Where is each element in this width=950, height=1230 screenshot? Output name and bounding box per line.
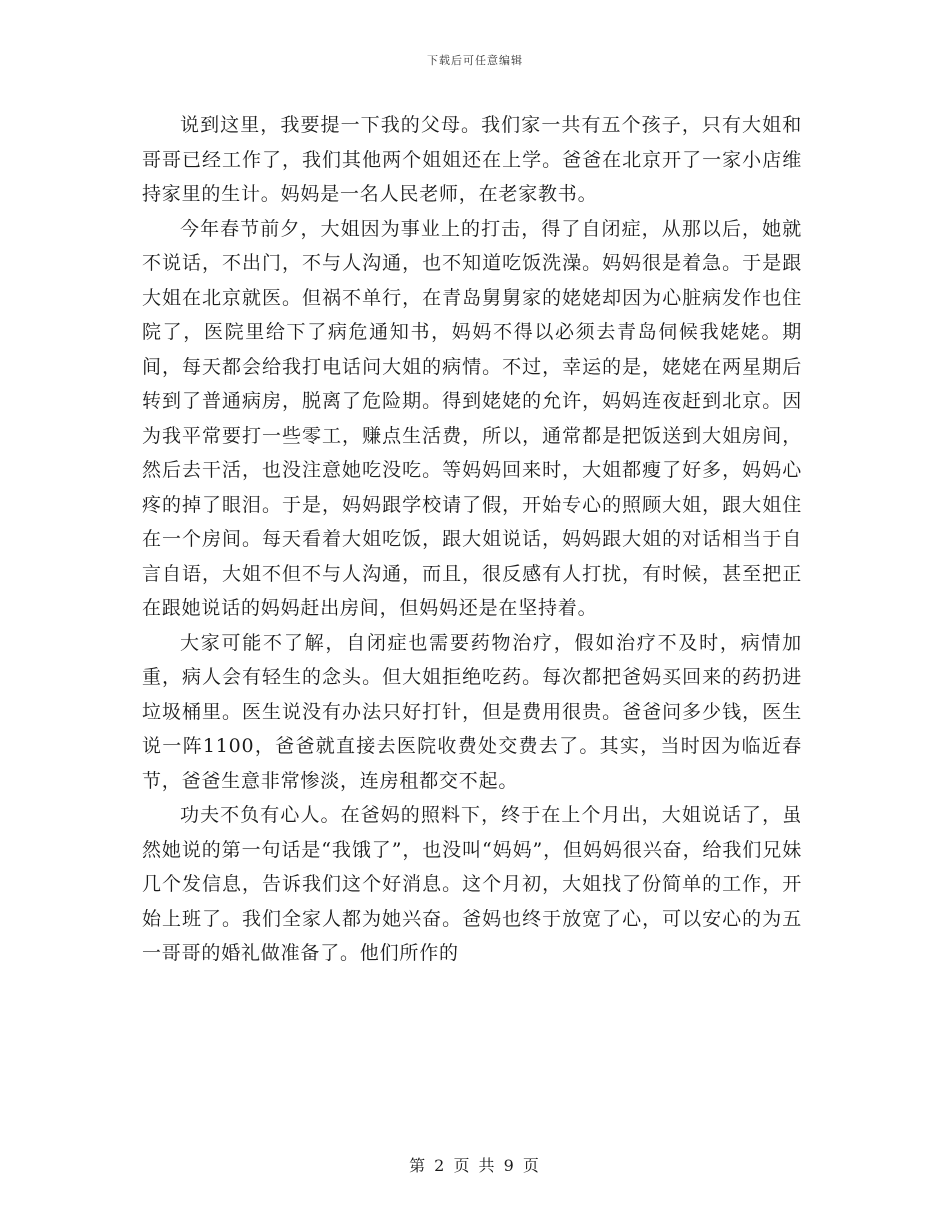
body-text: [142, 108, 802, 971]
paragraph-3: 大家可能不了解，自闭症也需要药物治疗，假如治疗不及时，病情加重，病人会有轻生的念头。但大姐拒绝吃药。每次都把爸妈买回来的药扔进垃圾桶里。医生说没有办法只好打针，但是费用很贵。爸爸问多少钱，医生说一阵1100，爸爸就直接去医院收费处交费去了。其实，当时因为临近春节，爸爸生意非常惨淡，连房租都交不起。: [142, 631, 802, 792]
page-number: 第 2 页 共 9 页: [409, 1156, 541, 1175]
paragraph-4: 功夫不负有心人。在爸妈的照料下，终于在上个月出，大姐说话了，虽然她说的第一句话是“我饿了”，也没叫“妈妈”，但妈妈很兴奋，给我们兄妹几个发信息，告诉我们这个好消息。这个月初，大姐找了份简单的工作，开始上班了。我们全家人都为她兴奋。爸妈也终于放宽了心，可以安心的为五一哥哥的婚礼做准备了。他们所作的: [142, 804, 802, 964]
paragraph-1: 说到这里，我要提一下我的父母。我们家一共有五个孩子，只有大姐和哥哥已经工作了，我们其他两个姐姐还在上学。爸爸在北京开了一家小店维持家里的生计。妈妈是一名人民老师，在老家教书。: [142, 114, 802, 205]
paragraph-2: 今年春节前夕，大姐因为事业上的打击，得了自闭症，从那以后，她就不说话，不出门，不与人沟通，也不知道吃饭洗澡。妈妈很是着急。于是跟大姐在北京就医。但祸不单行，在青岛舅舅家的姥姥却因为心脏病发作也住院了，医院里给下了病危通知书，妈妈不得以必须去青岛伺候我姥姥。期间，每天都会给我打电话问大姐的病情。不过，幸运的是，姥姥在两星期后转到了普通病房，脱离了危险期。得到姥姥的允许，妈妈连夜赶到北京。因为我平常要打一些零工，赚点生活费，所以，通常都是把饭送到大姐房间，然后去干活，也没注意她吃没吃。等妈妈回来时，大姐都瘦了好多，妈妈心疼的掉了眼泪。于是，妈妈跟学校请了假，开始专心的照顾大姐，跟大姐住在一个房间。每天看着大姐吃饭，跟大姐说话，妈妈跟大姐的对话相当于自言自语，大姐不但不与人沟通，而且，很反感有人打扰，有时候，甚至把正在跟她说话的妈妈赶出房间，但妈妈还是在坚持着。: [142, 217, 802, 619]
header-note: 下载后可任意编辑: [427, 54, 523, 67]
